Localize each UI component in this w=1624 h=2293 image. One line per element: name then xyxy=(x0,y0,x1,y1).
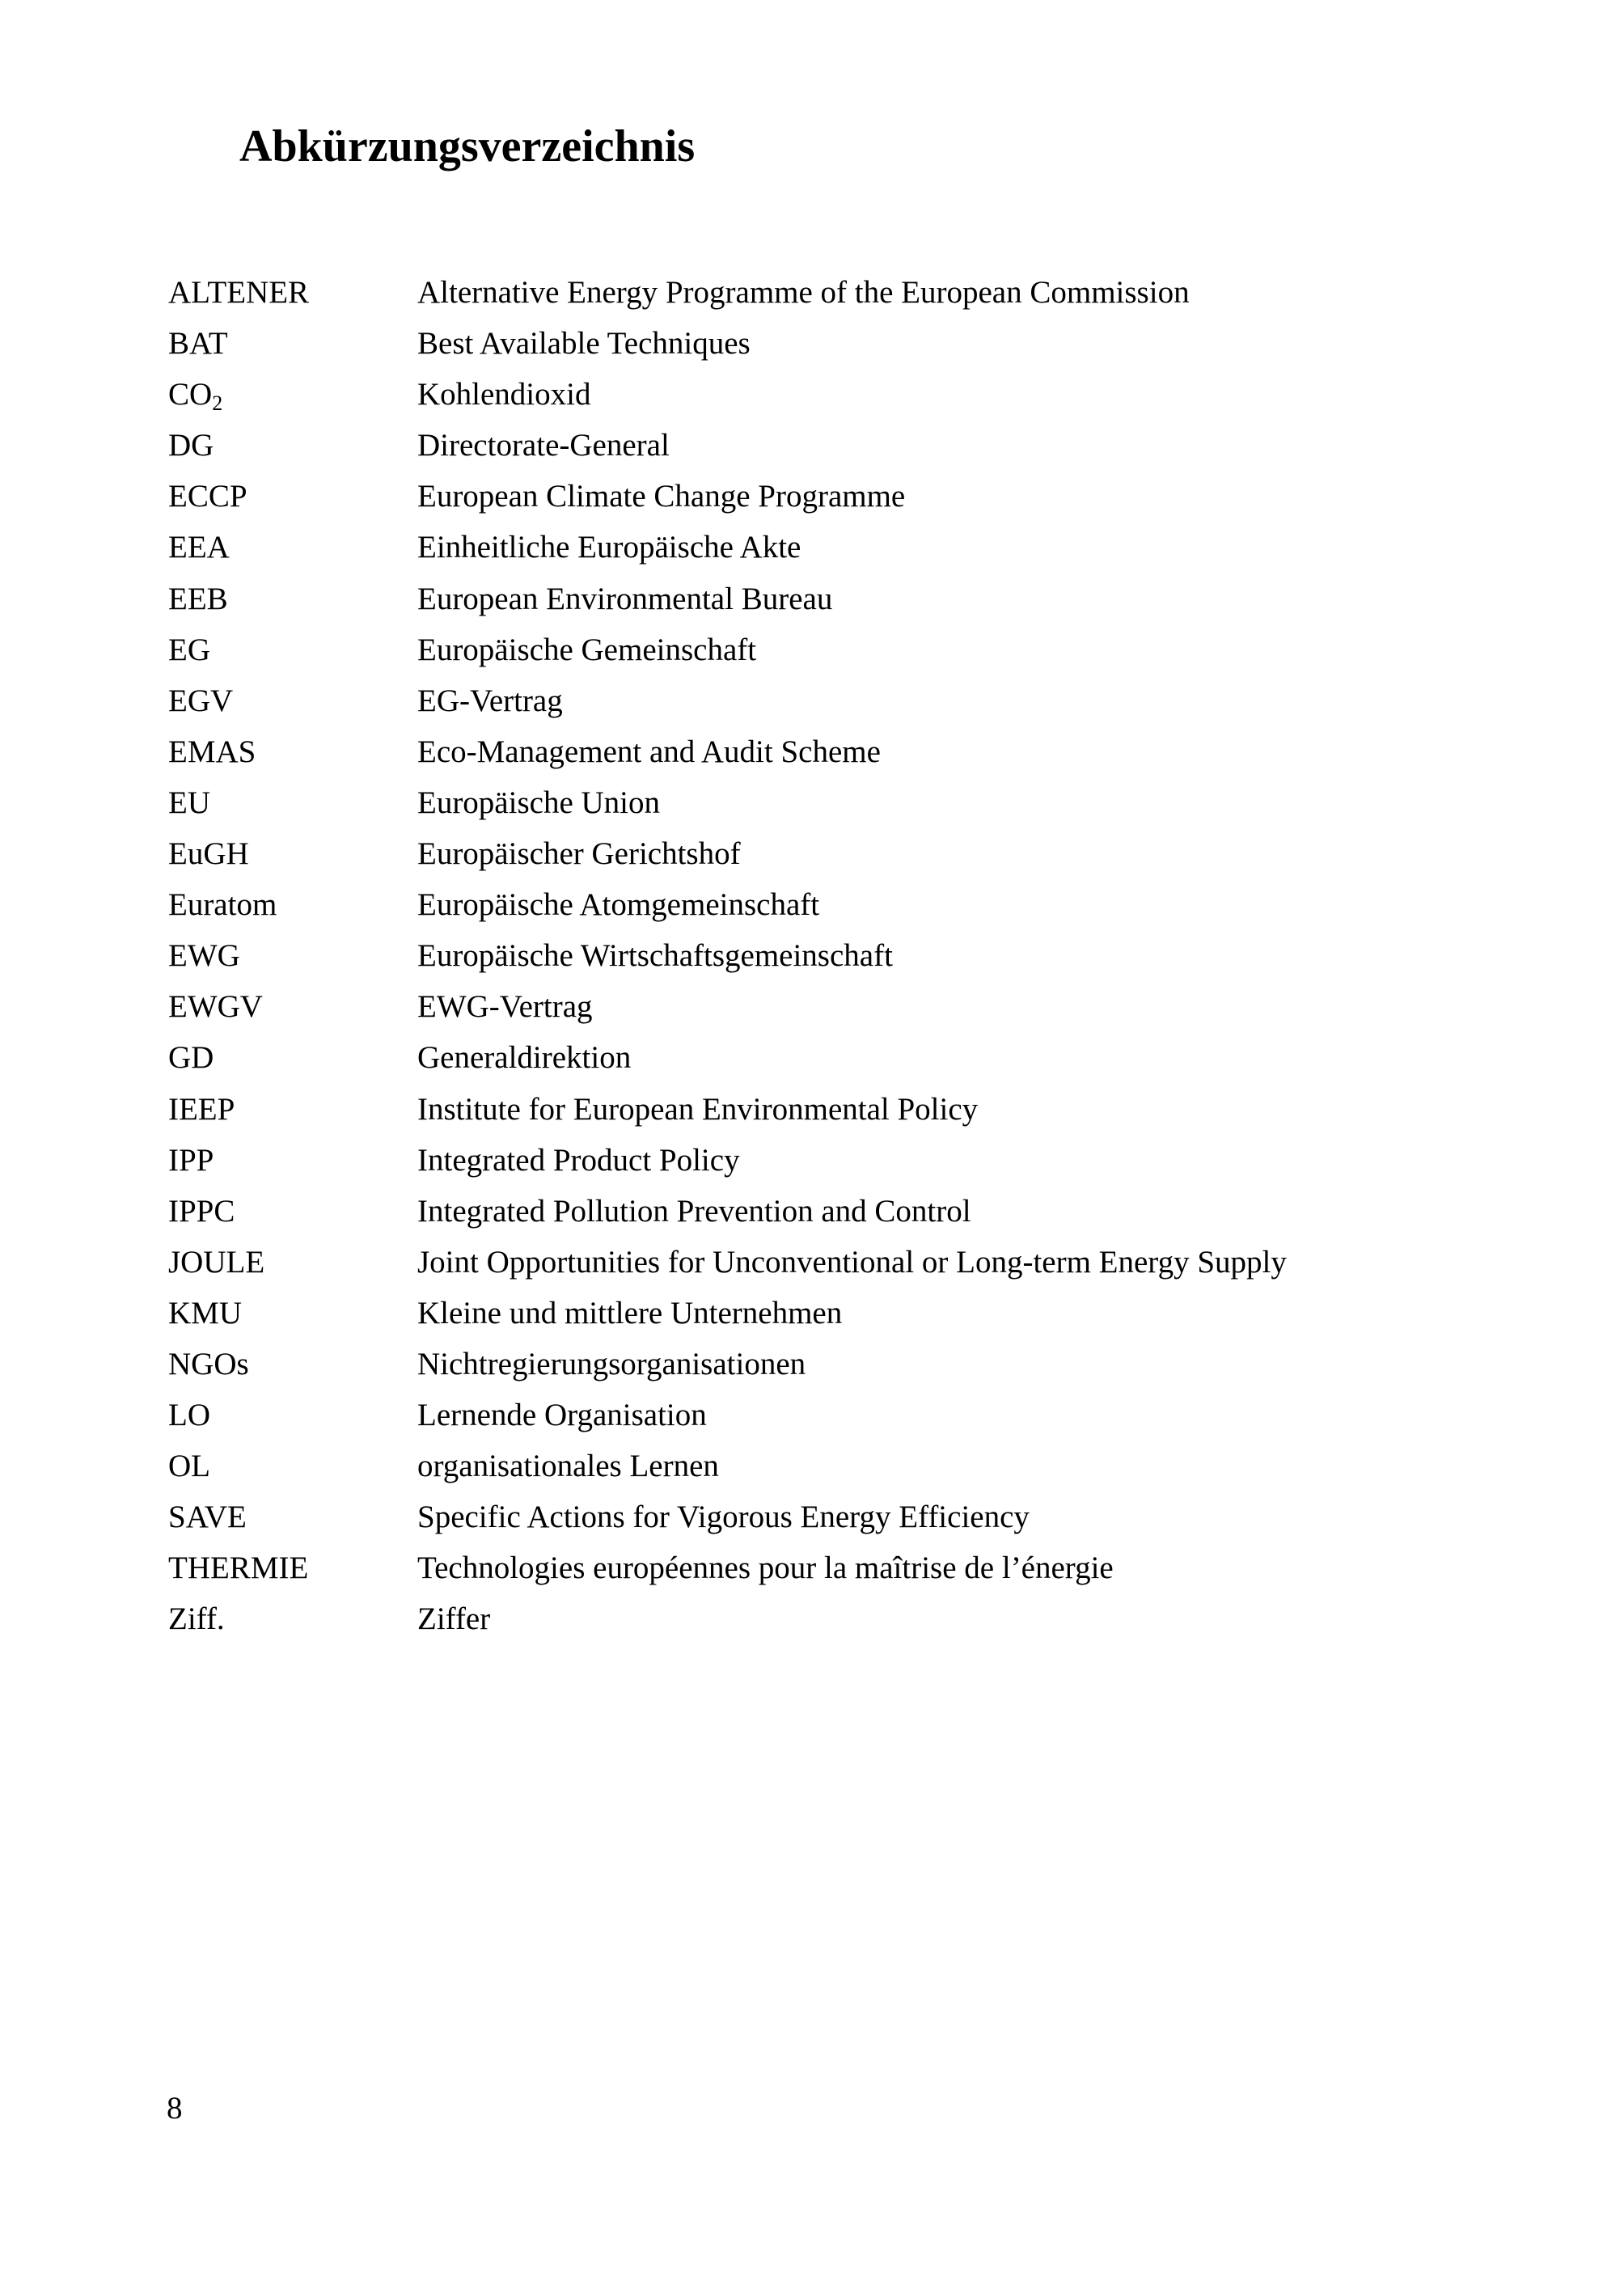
abbreviation-term-text: ECCP xyxy=(168,479,247,514)
abbreviation-term-text: GD xyxy=(168,1040,214,1076)
abbreviation-definition: Generaldirektion xyxy=(417,1040,632,1076)
abbreviation-term-subscript: 2 xyxy=(212,391,223,416)
abbreviation-term-text: IPPC xyxy=(168,1193,235,1229)
abbreviation-term xyxy=(168,675,233,726)
abbreviation-term xyxy=(168,879,277,930)
abbreviation-row xyxy=(168,1135,1592,1186)
abbreviation-term xyxy=(168,1390,210,1441)
abbreviation-definition: Europäische Wirtschaftsgemeinschaft xyxy=(417,938,893,974)
abbreviation-term-text: BAT xyxy=(168,326,228,362)
abbreviation-term-text: LO xyxy=(168,1398,210,1433)
abbreviation-definition: Lernende Organisation xyxy=(417,1398,707,1433)
abbreviation-term xyxy=(168,1491,247,1542)
abbreviation-term xyxy=(168,1593,225,1644)
abbreviation-term xyxy=(168,1032,214,1083)
abbreviation-definition: Specific Actions for Vigorous Energy Efficiency xyxy=(417,1500,1030,1535)
abbreviation-definition: Europäische Gemeinschaft xyxy=(417,632,757,667)
abbreviation-term xyxy=(168,471,247,522)
abbreviation-row xyxy=(168,879,1592,930)
abbreviation-term-text: DG xyxy=(168,428,214,463)
abbreviation-term xyxy=(168,828,249,879)
abbreviation-definition: European Environmental Bureau xyxy=(417,581,833,616)
abbreviation-term-text: CO xyxy=(168,377,213,412)
abbreviation-term xyxy=(168,1288,242,1339)
abbreviation-term xyxy=(168,369,222,423)
abbreviation-definition: Integrated Product Policy xyxy=(417,1142,740,1178)
abbreviation-term-text: ALTENER xyxy=(168,275,310,310)
abbreviation-definition: Directorate-General xyxy=(417,428,670,463)
abbreviation-definition: Best Available Techniques xyxy=(417,326,751,362)
abbreviation-definition: Nichtregierungsorganisationen xyxy=(417,1346,806,1381)
abbreviation-term xyxy=(168,522,230,573)
abbreviation-definition: Einheitliche Europäische Akte xyxy=(417,530,801,565)
abbreviation-term-text: EWG xyxy=(168,938,240,974)
abbreviation-definition: Europäische Atomgemeinschaft xyxy=(417,887,820,923)
abbreviation-row xyxy=(168,369,1592,420)
abbreviation-term xyxy=(168,1186,235,1237)
abbreviation-row xyxy=(168,1542,1592,1593)
abbreviation-row xyxy=(168,1441,1592,1491)
abbreviation-list xyxy=(168,267,1592,1645)
abbreviation-term-text: NGOs xyxy=(168,1346,249,1381)
abbreviation-row xyxy=(168,624,1592,675)
page-title: Abkürzungsverzeichnis xyxy=(239,121,696,171)
abbreviation-row xyxy=(168,1186,1592,1237)
abbreviation-term-text: EU xyxy=(168,785,210,820)
abbreviation-definition: Integrated Pollution Prevention and Control xyxy=(417,1193,971,1229)
abbreviation-term-text: KMU xyxy=(168,1295,243,1331)
abbreviation-term xyxy=(168,573,228,624)
abbreviation-row xyxy=(168,1084,1592,1135)
abbreviation-row xyxy=(168,1288,1592,1339)
abbreviation-definition: Kohlendioxid xyxy=(417,377,591,412)
abbreviation-term xyxy=(168,1441,210,1491)
abbreviation-row xyxy=(168,777,1592,828)
abbreviation-row xyxy=(168,267,1592,318)
abbreviation-term-text: OL xyxy=(168,1449,210,1484)
abbreviation-row xyxy=(168,573,1592,624)
abbreviation-term-text: EEB xyxy=(168,581,228,616)
abbreviation-term-text: IPP xyxy=(168,1142,214,1178)
abbreviation-definition: Europäische Union xyxy=(417,785,661,820)
abbreviation-term-text: EuGH xyxy=(168,836,249,872)
abbreviation-term xyxy=(168,1084,235,1135)
abbreviation-term-text: IEEP xyxy=(168,1091,235,1127)
abbreviation-row xyxy=(168,1237,1592,1288)
abbreviation-row xyxy=(168,726,1592,777)
abbreviation-definition: organisationales Lernen xyxy=(417,1449,719,1484)
abbreviation-term-text: Euratom xyxy=(168,887,277,923)
abbreviation-term-text: JOULE xyxy=(168,1244,265,1280)
abbreviation-definition: EG-Vertrag xyxy=(417,683,563,718)
abbreviation-row xyxy=(168,318,1592,369)
abbreviation-term-text: EMAS xyxy=(168,734,256,769)
abbreviation-row xyxy=(168,522,1592,573)
abbreviation-row xyxy=(168,1339,1592,1390)
abbreviation-row xyxy=(168,981,1592,1032)
abbreviation-term-text: SAVE xyxy=(168,1500,247,1535)
abbreviation-term-text: EWGV xyxy=(168,989,263,1025)
abbreviation-term xyxy=(168,1542,308,1593)
abbreviation-row xyxy=(168,930,1592,981)
abbreviation-definition: Eco-Management and Audit Scheme xyxy=(417,734,881,769)
abbreviation-term-text: Ziff. xyxy=(168,1601,225,1637)
abbreviation-term-text: EG xyxy=(168,632,210,667)
abbreviation-term xyxy=(168,726,256,777)
abbreviation-term xyxy=(168,981,263,1032)
abbreviation-definition: Alternative Energy Programme of the European Commission xyxy=(417,275,1190,310)
abbreviation-definition: Ziffer xyxy=(417,1601,491,1637)
abbreviation-definition: Europäischer Gerichtshof xyxy=(417,836,741,872)
abbreviation-row xyxy=(168,1390,1592,1441)
abbreviation-row xyxy=(168,675,1592,726)
abbreviation-row xyxy=(168,1593,1592,1644)
abbreviation-term xyxy=(168,1339,249,1390)
abbreviation-term xyxy=(168,624,210,675)
page-number: 8 xyxy=(167,2091,183,2126)
abbreviation-row xyxy=(168,420,1592,471)
abbreviation-term xyxy=(168,267,309,318)
abbreviation-definition: Kleine und mittlere Unternehmen xyxy=(417,1295,843,1331)
abbreviation-definition: Joint Opportunities for Unconventional or Long-term Energy Supply xyxy=(417,1244,1287,1280)
abbreviation-definition: EWG-Vertrag xyxy=(417,989,593,1025)
abbreviation-definition: Institute for European Environmental Policy xyxy=(417,1091,979,1127)
abbreviation-definition: Technologies européennes pour la maîtrise de l’énergie xyxy=(417,1551,1114,1586)
abbreviation-term xyxy=(168,318,228,369)
abbreviation-term xyxy=(168,930,240,981)
abbreviation-row xyxy=(168,471,1592,522)
abbreviation-term-text: EEA xyxy=(168,530,230,565)
abbreviation-row xyxy=(168,1032,1592,1083)
abbreviation-definition: European Climate Change Programme xyxy=(417,479,906,514)
abbreviation-row xyxy=(168,828,1592,879)
abbreviation-term xyxy=(168,420,214,471)
abbreviation-term-text: THERMIE xyxy=(168,1551,309,1586)
abbreviation-term xyxy=(168,1135,214,1186)
abbreviation-term-text: EGV xyxy=(168,683,234,718)
abbreviation-term xyxy=(168,1237,264,1288)
abbreviation-term xyxy=(168,777,210,828)
abbreviation-row xyxy=(168,1491,1592,1542)
